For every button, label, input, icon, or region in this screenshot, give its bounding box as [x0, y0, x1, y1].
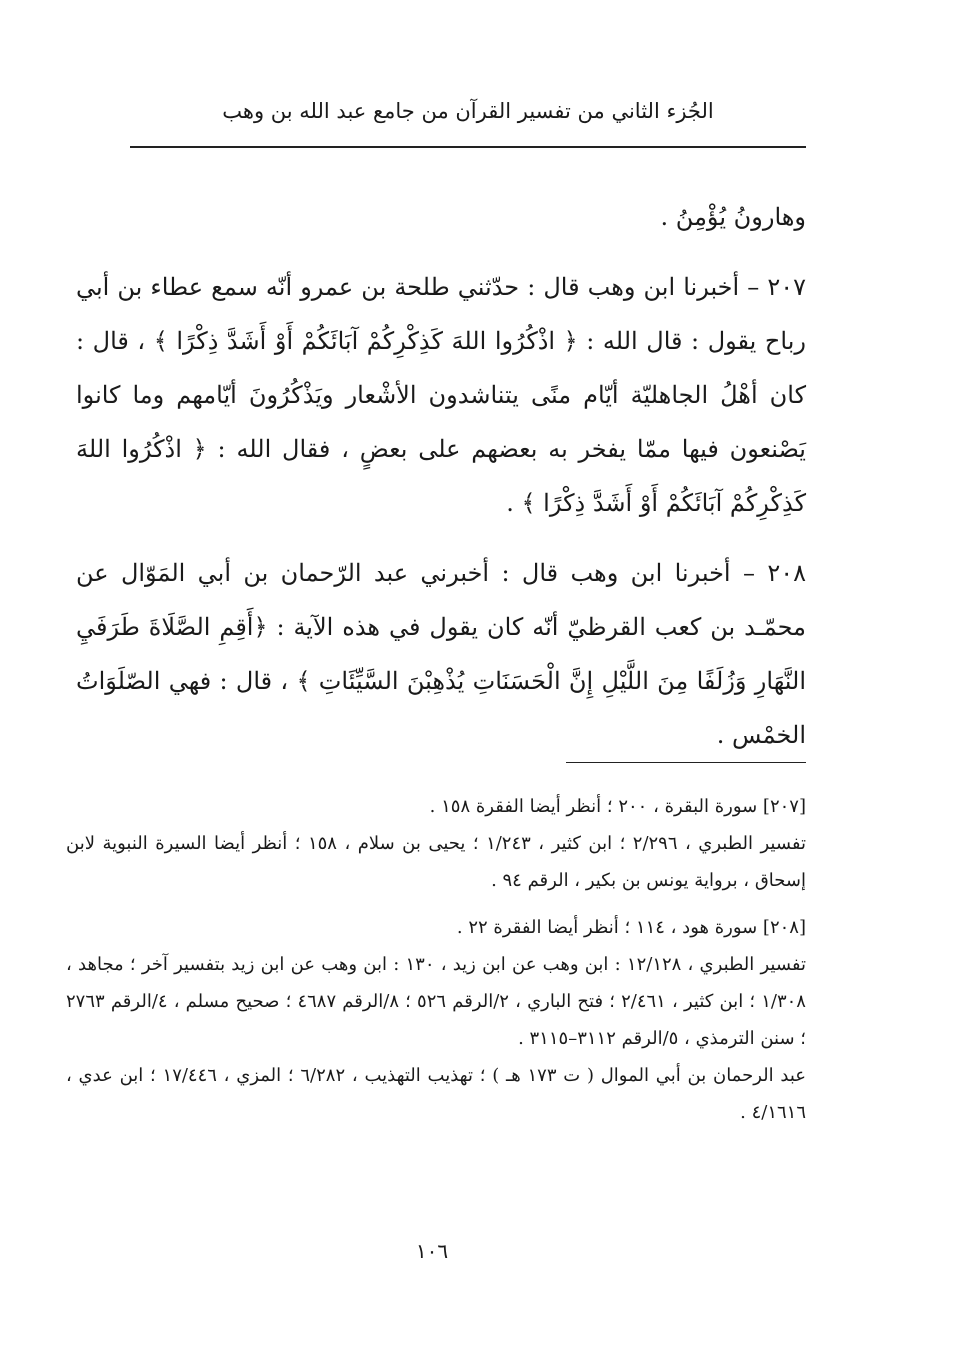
- footnotes: [66, 788, 806, 1131]
- page-number: ١٠٦: [415, 1239, 449, 1263]
- footnote-line: تفسير الطبري ، ١٢/١٢٨ : ابن وهب عن ابن زيد ، ١٣٠ : ابن وهب عن ابن زيد بتفسير آخر ؛ مجاهد ، ١/٣٠٨ ؛ ابن كثير ، ٢/٤٦١ ؛ فتح الباري ، ٢/الرقم ٥٢٦ ؛ ٨/الرقم ٤٦٨٧ ؛ صحيح مسلم ، ٤/الرقم ٢٧٦٣ ؛ سنن الترمذي ، ٥/الرقم ٣١١٢–٣١١٥ .: [66, 954, 807, 1049]
- paragraph-208: ٢٠٨ – أخبرنا ابن وهب قال : أخبرني عبد الرّحمان بن أبي المَوّال عن محمّـد بن كعب القرظيّ أنّه كان يقول في هذه الآية : ﴿أَقِمِ الصَّلَاةَ طَرَفَيِ النَّهَارِ وَزُلَفًا مِنَ اللَّيْلِ إِنَّ الْحَسَنَاتِ يُذْهِبْنَ السَّيِّئَاتِ ﴾ ، قال : فهي الصّلَوَاتُ الخمْس .: [76, 559, 806, 749]
- footnote-line: [٢٠٧] سورة البقرة ، ٢٠٠ ؛ أنظر أيضا الفقرة ١٥٨ .: [429, 796, 806, 817]
- footnote-line: تفسير الطبري ، ٢/٢٩٦ ؛ ابن كثير ، ١/٢٤٣ ؛ يحيى بن سلام ، ١٥٨ ؛ أنظر أيضا السيرة النبوية لابن إسحاق ، برواية يونس بن بكير ، الرقم ٩٤ .: [66, 833, 806, 891]
- running-header: الجُزء الثاني من تفسير القرآن من جامع عبد الله بن وهب: [222, 99, 714, 123]
- footnote-line: [٢٠٨] سورة هود ، ١١٤ ؛ أنظر أيضا الفقرة ٢٢ .: [456, 917, 806, 938]
- header-rule: [130, 146, 806, 148]
- main-text-body: [76, 190, 806, 762]
- footnote-line: عبد الرحمان بن أبي الموال ( ت ١٧٣ هـ ) ؛ تهذيب التهذيب ، ٦/٢٨٢ ؛ المزي ، ١٧/٤٤٦ ؛ ابن عدي ، ٤/١٦١٦ .: [66, 1065, 806, 1123]
- continuation-line: وهارونُ يُؤْمِنُ .: [660, 203, 806, 231]
- footnote-rule: [566, 762, 806, 763]
- paragraph-207: ٢٠٧ – أخبرنا ابن وهب قال : حدّثني طلحة بن عمرو أنّه سمع عطاء بن أبي رباح يقول : قال الله : ﴿ اذْكُرُوا اللهَ كَذِكْرِكُمْ آبَائَكُمْ أَوْ أَشَدَّ ذِكْرًا ﴾ ، قال : كان أهْلُ الجاهليّة أيّام منًى يتناشدون الأشْعار ويَذْكُرُونَ أيّامهم وما كانوا يَصْنعون فيها ممّا يفخر به بعضهم على بعضٍ ، فقال الله : ﴿ اذْكُرُوا اللهَ كَذِكْرِكُمْ آبَائَكُمْ أَوْ أَشَدَّ ذِكْرًا ﴾ .: [76, 273, 806, 517]
